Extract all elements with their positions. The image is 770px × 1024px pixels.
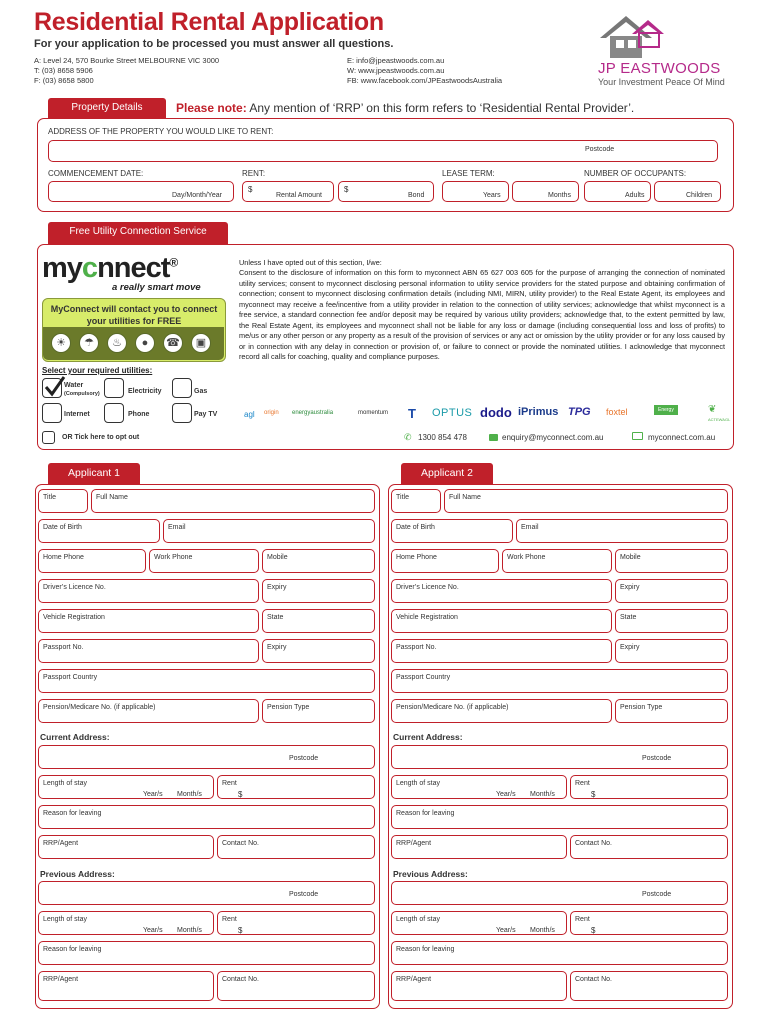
legal-intro: Unless I have opted out of this section, I/we:	[239, 258, 382, 267]
applicant-2-work-phone-field[interactable]	[502, 549, 612, 573]
bond-label: Bond	[408, 192, 425, 199]
applicant-1-email-label: Email	[168, 524, 186, 531]
applicant-1-current-reason-field[interactable]	[38, 805, 375, 829]
free-connection-promo	[42, 298, 226, 362]
applicant-2-full-name-label: Full Name	[449, 494, 481, 501]
lease-months-label: Months	[548, 192, 571, 199]
brand-energyaustralia: energyaustralia	[292, 410, 334, 416]
applicant-2-licence-label: Driver’s Licence No.	[396, 584, 459, 591]
telstra-logo-icon: T	[408, 406, 416, 421]
applicant-2-email-field[interactable]	[516, 519, 728, 543]
flame-icon: ♨	[107, 333, 127, 353]
actewagl-logo-icon: ❦	[708, 404, 717, 415]
applicant-2-pension-field[interactable]	[391, 699, 612, 723]
applicant-2-current-postcode-label: Postcode	[642, 755, 672, 762]
applicant-1-licence-expiry-field[interactable]	[262, 579, 375, 603]
myconnect-website[interactable]: myconnect.com.au	[648, 433, 716, 442]
myconnect-email[interactable]: enquiry@myconnect.com.au	[502, 433, 604, 442]
children-label: Children	[686, 192, 713, 199]
applicant-1-full-name-field[interactable]	[91, 489, 375, 513]
house-logo-icon	[598, 12, 668, 60]
applicant-2-licence-expiry-label: Expiry	[620, 584, 640, 591]
applicant-1-previous-contact-label: Contact No.	[222, 976, 259, 983]
office-web[interactable]: W: www.jpeastwoods.com.au	[347, 66, 445, 75]
envelope-icon	[489, 434, 498, 441]
applicant-1-previous-reason-field[interactable]	[38, 941, 375, 965]
applicant-2-current-rent-label: Rent	[575, 780, 590, 787]
applicant-1-dob-field[interactable]	[38, 519, 160, 543]
applicant-2-current-stay-label: Length of stay	[396, 780, 440, 787]
applicant-1-pension-label: Pension/Medicare No. (if applicable)	[43, 704, 156, 711]
promo-text: MyConnect will contact you to connect your utilities for FREE	[50, 304, 218, 326]
applicant-2-passport-field[interactable]	[391, 639, 612, 663]
page-title: Residential Rental Application	[34, 8, 384, 36]
adults-label: Adults	[625, 192, 645, 199]
applicant-1-passport-country-field[interactable]	[38, 669, 375, 693]
company-logo-tagline: Your Investment Peace Of Mind	[598, 77, 725, 87]
applicant-2-previous-address-field[interactable]	[391, 881, 728, 905]
applicant-2-pension-label: Pension/Medicare No. (if applicable)	[396, 704, 509, 711]
applicant-1-state-label: State	[267, 614, 284, 621]
applicant-1-licence-label: Driver’s Licence No.	[43, 584, 106, 591]
rent-label: RENT:	[242, 169, 266, 178]
applicant-1-passport-label: Passport No.	[43, 644, 84, 651]
tab-property-details: Property Details	[48, 98, 166, 118]
applicant-1-passport-field[interactable]	[38, 639, 259, 663]
applicant-1-previous-postcode-label: Postcode	[289, 891, 319, 898]
applicant-1-previous-address-field[interactable]	[38, 881, 375, 905]
applicant-2-vehicle-label: Vehicle Registration	[396, 614, 458, 621]
applicant-2-current-agent-field[interactable]	[391, 835, 567, 859]
applicant-2-previous-reason-field[interactable]	[391, 941, 728, 965]
legal-consent-text: Consent to the disclosure of information on this form to myconnect ABN 65 627 003 605 for the purpose of arranging the connection of nominated utility services; consent to myconnect disclosing personal information to utility service providers for the stated purpose and obtaining confirmation of connection; consent to myconnect disclosing confirmation details (including NMI, MIRN, utility provider) to the Real Estate Agent, its employees and myconnect may receive a fee/incentive from a utility provider in relation to the connection of utility services; acknowledge that whilst myconnect is a free service, a standard connection fee and/or deposit may be required by various utility providers; acknowledge that, to the extent permitted by law, the Real Estate Agent, its employees and myconnect shall not be liable for any loss or damage (including consequential loss and loss of profits) to me/us or any other person or any property as a result of the provision of services or any act or omission by the utility provider or for any loss caused by or in connection with any delay in connection or provision of, or failure to connect or provide the nominated utilities. I acknowledge that myconnect record all calls for coaching, quality and compliance purposes.	[239, 268, 725, 361]
office-email[interactable]: E: info@jpeastwoods.com.au	[347, 56, 445, 65]
applicant-2-previous-address-label: Previous Address:	[393, 869, 468, 879]
applicant-2-previous-agent-label: RRP/Agent	[396, 976, 432, 983]
brand-energy: Energy	[654, 405, 678, 415]
applicant-2-full-name-field[interactable]	[444, 489, 728, 513]
rent-currency: $	[248, 185, 253, 194]
applicant-1-work-phone-label: Work Phone	[154, 554, 193, 561]
select-utilities-label: Select your required utilities:	[42, 366, 153, 375]
applicant-2-title-label: Title	[396, 494, 409, 501]
applicant-1-previous-months-label: Month/s	[177, 927, 202, 934]
phone-icon: ✆	[404, 432, 412, 442]
applicant-2-previous-rent-currency: $	[591, 926, 596, 935]
applicant-2-previous-stay-label: Length of stay	[396, 916, 440, 923]
applicant-2-title-field[interactable]	[391, 489, 441, 513]
rrp-note	[176, 101, 634, 115]
water-drop-icon: ●	[135, 333, 155, 353]
applicant-2-state-field[interactable]	[615, 609, 728, 633]
brand-foxtel: foxtel	[606, 407, 628, 417]
applicant-2-dob-field[interactable]	[391, 519, 513, 543]
applicant-1-dob-label: Date of Birth	[43, 524, 82, 531]
brand-iprimus: iPrimus	[518, 406, 559, 418]
applicant-2-state-label: State	[620, 614, 637, 621]
applicant-1-current-rent-label: Rent	[222, 780, 237, 787]
brand-momentum: momentum	[358, 410, 389, 416]
applicant-2-work-phone-label: Work Phone	[507, 554, 546, 561]
gas-label: Gas	[194, 388, 208, 395]
office-facebook[interactable]: FB: www.facebook.com/JPEastwoodsAustralia	[347, 76, 503, 85]
applicant-1-vehicle-label: Vehicle Registration	[43, 614, 105, 621]
applicant-2-previous-contact-label: Contact No.	[575, 976, 612, 983]
applicant-2-current-reason-label: Reason for leaving	[396, 810, 455, 817]
applicant-1-email-field[interactable]	[163, 519, 375, 543]
internet-checkbox[interactable]	[42, 403, 62, 423]
applicant-2-previous-contact-field[interactable]	[570, 971, 728, 1001]
applicant-2-licence-field[interactable]	[391, 579, 612, 603]
applicant-2-current-stay-field[interactable]	[391, 775, 567, 799]
applicant-2-previous-rent-field[interactable]	[570, 911, 728, 935]
applicant-2-pension-type-field[interactable]	[615, 699, 728, 723]
applicant-1-previous-years-label: Year/s	[143, 927, 163, 934]
applicant-1-state-field[interactable]	[262, 609, 375, 633]
lease-term-label: LEASE TERM:	[442, 169, 495, 178]
office-address: A: Level 24, 570 Bourke Street MELBOURNE VIC 3000	[34, 56, 220, 65]
applicant-2-passport-expiry-field[interactable]	[615, 639, 728, 663]
check-mark-icon	[42, 375, 66, 399]
applicant-2-mobile-field[interactable]	[615, 549, 728, 573]
applicant-2-pension-type-label: Pension Type	[620, 704, 663, 711]
myconnect-logo-part-a: my	[42, 252, 82, 284]
opt-out-checkbox[interactable]	[42, 431, 55, 444]
applicant-2-previous-postcode-label: Postcode	[642, 891, 672, 898]
applicant-1-licence-field[interactable]	[38, 579, 259, 603]
applicant-1-full-name-label: Full Name	[96, 494, 128, 501]
applicant-1-current-rent-field[interactable]	[217, 775, 375, 799]
myconnect-phone[interactable]: 1300 854 478	[418, 433, 467, 442]
computer-icon	[632, 432, 643, 440]
tab-utility-connection: Free Utility Connection Service	[48, 222, 228, 244]
page-subtitle: For your application to be processed you must answer all questions.	[34, 38, 394, 50]
brand-agl: agl	[244, 410, 255, 419]
applicant-1-pension-field[interactable]	[38, 699, 259, 723]
applicant-1-home-phone-field[interactable]	[38, 549, 146, 573]
applicant-1-pension-type-label: Pension Type	[267, 704, 310, 711]
paytv-checkbox[interactable]	[172, 403, 192, 423]
myconnect-logo-part-b: c	[81, 252, 98, 284]
applicant-1-current-agent-field[interactable]	[38, 835, 214, 859]
applicant-2-previous-reason-label: Reason for leaving	[396, 946, 455, 953]
applicant-2-passport-label: Passport No.	[396, 644, 437, 651]
bond-currency: $	[344, 185, 349, 194]
property-details-section	[37, 118, 734, 212]
applicant-1-licence-expiry-label: Expiry	[267, 584, 287, 591]
applicant-1-vehicle-field[interactable]	[38, 609, 259, 633]
applicant-1-current-address-field[interactable]	[38, 745, 375, 769]
applicant-2-licence-expiry-field[interactable]	[615, 579, 728, 603]
applicant-1-previous-rent-currency: $	[238, 926, 243, 935]
applicant-1-mobile-label: Mobile	[267, 554, 288, 561]
brand-optus: OPTUS	[432, 407, 473, 419]
applicant-2-mobile-label: Mobile	[620, 554, 641, 561]
office-fax: F: (03) 8658 5800	[34, 76, 94, 85]
applicant-2-passport-expiry-label: Expiry	[620, 644, 640, 651]
applicant-2-home-phone-field[interactable]	[391, 549, 499, 573]
commencement-label: COMMENCEMENT DATE:	[48, 169, 144, 178]
brand-tpg: TPG	[568, 406, 591, 418]
telephone-icon: ☎	[163, 333, 183, 353]
applicant-1-current-contact-field[interactable]	[217, 835, 375, 859]
applicant-2-passport-country-label: Passport Country	[396, 674, 451, 681]
applicant-2-current-rent-field[interactable]	[570, 775, 728, 799]
applicant-2-current-contact-field[interactable]	[570, 835, 728, 859]
rrp-note-bold: Please note:	[176, 101, 247, 115]
applicant-2-current-address-label: Current Address:	[393, 732, 463, 742]
brand-dodo: dodo	[480, 405, 512, 420]
applicant-1-current-rent-currency: $	[238, 790, 243, 799]
applicant-2-section	[388, 484, 733, 1009]
opt-out-label: OR Tick here to opt out	[62, 434, 140, 441]
property-postcode-label: Postcode	[585, 146, 615, 153]
property-address-field[interactable]	[48, 140, 718, 162]
company-logo-name: JP EASTWOODS	[598, 60, 721, 77]
applicant-1-previous-reason-label: Reason for leaving	[43, 946, 102, 953]
myconnect-tagline: a really smart move	[112, 282, 201, 293]
applicant-1-previous-agent-field[interactable]	[38, 971, 214, 1001]
applicant-1-current-stay-label: Length of stay	[43, 780, 87, 787]
applicant-1-section	[35, 484, 380, 1009]
office-phone: T: (03) 8658 5906	[34, 66, 93, 75]
applicant-1-previous-stay-field[interactable]	[38, 911, 214, 935]
applicant-1-title-field[interactable]	[38, 489, 88, 513]
shower-icon: ☂	[79, 333, 99, 353]
applicant-2-dob-label: Date of Birth	[396, 524, 435, 531]
water-compulsory: (Compulsory)	[64, 391, 100, 397]
commencement-hint: Day/Month/Year	[172, 192, 222, 199]
applicant-1-current-contact-label: Contact No.	[222, 840, 259, 847]
gas-checkbox[interactable]	[172, 378, 192, 398]
applicant-2-email-label: Email	[521, 524, 539, 531]
applicant-1-current-address-label: Current Address:	[40, 732, 110, 742]
applicant-1-previous-rent-field[interactable]	[217, 911, 375, 935]
rent-amount-label: Rental Amount	[276, 192, 322, 199]
applicant-1-current-reason-label: Reason for leaving	[43, 810, 102, 817]
paytv-label: Pay TV	[194, 411, 218, 418]
applicant-2-vehicle-field[interactable]	[391, 609, 612, 633]
applicant-1-previous-stay-label: Length of stay	[43, 916, 87, 923]
phone-label: Phone	[128, 411, 150, 418]
myconnect-logo	[42, 252, 177, 285]
applicant-2-previous-months-label: Month/s	[530, 927, 555, 934]
applicant-1-previous-contact-field[interactable]	[217, 971, 375, 1001]
applicant-1-mobile-field[interactable]	[262, 549, 375, 573]
brand-actewagl: ACTEWAGL	[708, 417, 731, 422]
internet-label: Internet	[64, 411, 90, 418]
applicant-1-current-postcode-label: Postcode	[289, 755, 319, 762]
applicant-1-current-agent-label: RRP/Agent	[43, 840, 79, 847]
water-label: Water	[64, 382, 84, 389]
lease-years-label: Years	[483, 192, 501, 199]
applicant-1-previous-rent-label: Rent	[222, 916, 237, 923]
myconnect-logo-part-c: nnect	[97, 252, 170, 284]
applicant-2-current-rent-currency: $	[591, 790, 596, 799]
applicant-1-home-phone-label: Home Phone	[43, 554, 84, 561]
applicant-2-current-agent-label: RRP/Agent	[396, 840, 432, 847]
applicant-2-current-months-label: Month/s	[530, 791, 555, 798]
rrp-note-text: Any mention of ‘RRP’ on this form refers to ‘Residential Rental Provider’.	[246, 101, 635, 115]
electricity-label: Electricity	[128, 388, 162, 395]
applicant-1-previous-agent-label: RRP/Agent	[43, 976, 79, 983]
applicant-1-current-years-label: Year/s	[143, 791, 163, 798]
applicant-2-previous-rent-label: Rent	[575, 916, 590, 923]
applicant-1-work-phone-field[interactable]	[149, 549, 259, 573]
lightbulb-icon: ☀	[51, 333, 71, 353]
electricity-checkbox[interactable]	[104, 378, 124, 398]
occupants-label: NUMBER OF OCCUPANTS:	[584, 169, 687, 178]
property-address-label: ADDRESS OF THE PROPERTY YOU WOULD LIKE TO RENT:	[48, 127, 274, 136]
applicant-2-home-phone-label: Home Phone	[396, 554, 437, 561]
brand-origin: origin	[264, 410, 279, 416]
applicant-2-previous-years-label: Year/s	[496, 927, 516, 934]
applicant-1-passport-expiry-field[interactable]	[262, 639, 375, 663]
applicant-1-previous-address-label: Previous Address:	[40, 869, 115, 879]
applicant-2-current-address-field[interactable]	[391, 745, 728, 769]
applicant-1-pension-type-field[interactable]	[262, 699, 375, 723]
television-icon: ▣	[191, 333, 211, 353]
tab-applicant-2: Applicant 2	[401, 463, 493, 484]
applicant-1-title-label: Title	[43, 494, 56, 501]
applicant-2-current-contact-label: Contact No.	[575, 840, 612, 847]
applicant-1-current-months-label: Month/s	[177, 791, 202, 798]
applicant-1-passport-country-label: Passport Country	[43, 674, 98, 681]
applicant-2-passport-country-field[interactable]	[391, 669, 728, 693]
applicant-2-current-years-label: Year/s	[496, 791, 516, 798]
applicant-2-previous-stay-field[interactable]	[391, 911, 567, 935]
myconnect-reg-mark: ®	[169, 255, 178, 270]
phone-checkbox[interactable]	[104, 403, 124, 423]
applicant-1-current-stay-field[interactable]	[38, 775, 214, 799]
applicant-2-previous-agent-field[interactable]	[391, 971, 567, 1001]
applicant-2-current-reason-field[interactable]	[391, 805, 728, 829]
tab-applicant-1: Applicant 1	[48, 463, 140, 484]
applicant-1-passport-expiry-label: Expiry	[267, 644, 287, 651]
